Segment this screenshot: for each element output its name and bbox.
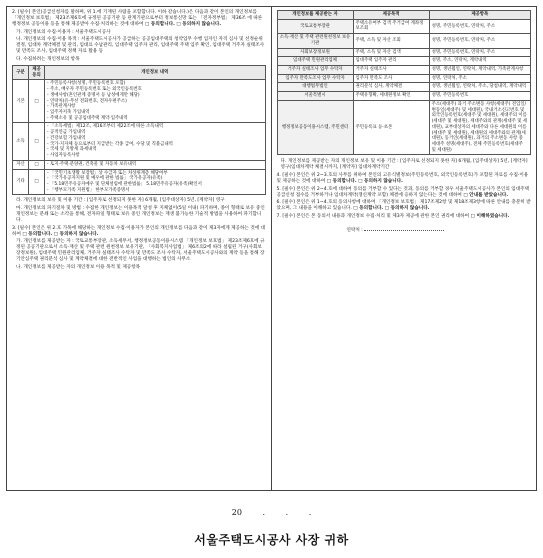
clause-3-da: 다. 개인정보를 제공받는 자의 개인정보 보유 및 이용 기간 : [입주자로 선정되지 못한 자] 6개월, [입주대상자] 5년, [계약자] 영구(임대차계약 체결시까지, [계약자] 임대차계약기간 [280,159,528,171]
clause-5: 5. [필수] 본인은 위 2~4.호에 대하여 동의를 거부할 수 있다는 것과, 동의를 거부할 경우 서울주택도시공사가 본인의 임대주택 공급신청 접수를 거부하거나 임대차계약(갱신계약 포함) 체결에 응하지 않는다는 것에 대하여 □ 안내를 받았습니다. [276,186,530,198]
clause-4-agree[interactable]: □ 동의합니다. [326,179,357,185]
clause-2-disagree[interactable]: □ 동의하지 않습니다. [176,22,222,28]
clause-3-disagree[interactable]: □ 동의하지 않습니다. [53,231,99,237]
right-column [272,7,537,490]
table-row: 자산 □ - 토지·주택·분양권, 건축물 및 자동차 보유내역 [13,160,266,169]
third-party-table [277,10,532,155]
consent-checkbox-income[interactable]: □ [29,123,45,160]
date-year[interactable]: 20 [231,508,242,517]
date-line [0,508,543,517]
date-sep-1: . [262,508,266,517]
clause-6-agree[interactable]: □ 동의합니다. [353,206,384,212]
table-row: 소득 □ - 「소득세법」제12조, 제16조부터 제22조에 따른 소득내역 - 공적연금 가입내역 - 건강보험 가입내역 - 국가·지자체 등으로부터 지급받는 각종 급여, 수당 및 직불금내역 - 국세 및 지방세 과세내역 - 사업자등록사항 [13,123,266,160]
personal-info-table [12,65,266,195]
clause-6-disagree[interactable]: □ 동의하지 않습니다. [384,206,430,212]
contact-line [277,226,532,234]
consent-checkbox-other[interactable]: □ [29,169,45,195]
table-row: 서울특별시 주택유형확, 세대원정보 확인 성명, 주민등록번호 [277,92,531,101]
table-row: 임대주택 민원관리업체 임대주택 입주자 관리 성명, 주소, 연락처, 계약내역 [277,57,531,66]
clause-2-da: 다. 수집하려는 개인정보의 항목 [16,56,80,62]
date-sep-3: . [308,508,312,517]
contact-field[interactable] [364,226,444,231]
table-row: 입주자 만족도조사 업무 수탁자 입주자 만족도 조사 성명, 연락처, 주소 [277,74,531,83]
left-column [7,7,272,490]
clause-6: 6. [필수] 본인은 위 1~4.호의 동의사항에 대하여 「개인정보 보호법」 제17조제2항 및 제18조제3항에 따른 안내를 충분히 받았으며, 그 내용을 이해하고 있습니다. □ 동의합니다. □ 동의하지 않습니다. [276,200,531,212]
clause-4-disagree[interactable]: □ 동의하지 않습니다. [358,179,403,185]
clause-3-ga: 가. 개인정보를 제공받는 자 : 국토교통부장관, 소득세무서, 행정정보공동이용시스템 「개인정보 보호법」 제23조제6호에 규정된 공공기관으로서 소득·재산 및 주택 관련 원천정보 보유기관, 「사회복지사업법」 제6조의2에 따라 설립된 거구(사회보장정보원), 임대주택 민원관리업체, 거주자 실태조사 수탁자 및 만족도 조사 수탁자, 서울주택도시공사와의 계약 등을 통해 장기안심주택 권리분석 심사 및 계약체결에 대한 전반적인 사업을 대행하는 법인의 사무소 [16,239,265,263]
th-consent: 제공 동의 [29,66,45,80]
th-purpose: 제공목적 [353,11,429,20]
contact-label: 연락처 : [346,227,363,233]
table-row: 소득·재산 및 주택 관련원천정보 보유기관 주택, 소득 및 자산 조회 성명, 주민등록번호, 연락처, 주소 [277,34,531,48]
consent-document [6,6,537,491]
clause-2-na: 나. 개인정보의 수집·이용 목적 : 서울주택도시공사가 공급하는 공공임대주택의 청약업무 수행 입자인 자격 심사 및 선정순위 결정, 임대차 계약체결 및 관리, 임대료 수납관리, 임대주택 입주자 관리, 임대주택 주택 입주 확인, 임대주택 거주자 실태조사 및 만족도 조사, 임대주택 정책 자료 활용 등 [16,37,265,55]
table-row: 기타 □ - 「국민기초생활 보장법」상 수급자 또는 차상위계층 해당여부 - 「국가유공자지원 및 예우에 관한 법률」 국가유공자(유족) - 「5.18민주유공자예우 및 단체설립에 관한법률」 5.18민주유공자(유족)확인서 - 「행부모가족 지원법」 한부모가족증명서 [13,169,266,195]
table-row: 거주자 실태조사 업무 수탁자 거주자 실태조사 성명, 생년월일, 연락처, 계약내역, 가족관계사항 [277,66,531,75]
clause-2-ga: 가. 개인정보의 수집·이용자 : 서울주택도시공사 [16,29,111,35]
th-items: 제공항목 [429,11,530,20]
th-recipient: 개인정보를 제공받는 자 [277,11,353,20]
clause-4: 4. [필수] 본인은 위 2~3.호의 사무를 위하여 본인의 고유식별정보(주민등록번호, 외국인등록번호)가 포함된 자료를 수집·이용 및 제공하는 것에 대하여 □ 동의합니다. □ 동의하지 않습니다. [276,173,529,185]
date-sep-2: . [285,508,289,517]
clause-2-ra: 라. 개인정보의 보유 및 이용 기간 : [입주자로 선정되지 못한 자] 6개월, [입주대상자] 5년, [계약자] 영구 [16,198,225,204]
addressee: 서울주택도시공사 사장 귀하 [194,533,349,547]
th-category: 구분 [13,66,29,80]
clause-2: 2. [필수] 본인(공급신청자를 말하며, 위 1.에 기재된 사람을 포함합니다. 이하 같습니다.)은 다음과 같이 본인의 개인정보를 「개인정보 보호법」 제23조제6호에 규정된 공공기관 등 관계기관으로부터 정보통신망 또는 「전자정부법」 제36조 에 따른 행정정보 공동이용 등을 통해 제공받아 수집·처리하는 것에 대하여 □ 동의합니다. □ 동의하지 않습니다. [12,10,263,28]
clause-5-ack[interactable]: □ 안내를 받았습니다. [463,192,509,198]
clause-3-na: 나. 개인정보를 제공받는 자의 개인정보 이용 목적 및 제공항목 [16,265,141,270]
consent-checkbox-basic[interactable]: □ [29,80,45,123]
consent-checkbox-assets[interactable]: □ [29,160,45,169]
clause-7-ack[interactable]: □ 이해하였습니다. [470,213,510,219]
table-row: 국토교통부장관 주택소유여부 검색 주거급여 계좌정보조회 성명, 주민등록번호, 연락처, 주소 [277,19,531,33]
clause-2-agree[interactable]: □ 동의합니다. [144,22,175,28]
table-row: 행정정보공동이용시스템, 주민센터 주민등록표 등·초본 주소(세대주) 과거 주소변동 사항(세대주) 전입일/변동일(세대주) 및 세대원), 국내거소신고번호 및 외국인등록번호(세대주 및 세대원), 세대주의 이름(세대주 및 세대원), 세대주와의 관계(세대주 및 세대원), 교부대상자의 세대주와 다른 세대원의 이름(세대주 및 세대원), 세대원의 세대주와의 관계(세대원), 동거인(세대원), 과거의 주소변동 사항 중 세대주 성명(세대주), 전체 주민등록번호(세대주 및 세대원) [277,100,531,154]
table-row: 대행법무법인 권리분석 심사, 계약체결 성명, 생년월일, 연락처, 주소, 당첨내역, 계약내역 [277,83,531,92]
table-row: 사회보장정보원 주택, 소득 및 자산 검색 성명, 주민등록번호, 연락처, 주소 [277,48,531,57]
clause-3-agree[interactable]: □ 동의합니다. [22,231,53,237]
th-details: 개인정보 내역 [45,66,266,80]
clause-7: 7. [필수] 본인은 본 동의서 내용과 개인정보 수집·처리 및 제3자 제공에 관한 본인 권리에 대하여 □ 이해하였습니다. [276,213,510,219]
clause-2-ma: 마. 개인정보의 파기절차 및 방법 : 수집한 개인정보는 이용목적 달성 후 지체없이(5일 이내) 파기하며, 종이 형태로 보유 중인 개인정보는 분쇄 또는 소각을 통해, 전자파일 형태로 보유 중인 개인정보는 재생 불가능한 기술적 방법을 사용하여 파기합니다. [16,205,265,224]
clause-3: 3. [필수] 본인은 위 2.호 가목에 해당하는 개인정보 수집·이용자가 본인의 개인정보를 다음과 같이 제3자에게 제공하는 것에 대하여 □ 동의합니다. □ 동의하지 않습니다. [12,225,266,237]
table-row: 기본 □ - 주민등록사항(성명, 주민등록번호 포함) - 주소, 배우자 주민등록번호 또는 외국인등록번호 - 생애사항(혼인관계 증명서 등 남성에게만 해당) - 연락처(유·무선 전화번호, 전자우편주소) - 가족관계사항 - 입주자저축 가입내역 - 주택소유 및 공공임대주택 계약·입주내역 [13,80,266,123]
